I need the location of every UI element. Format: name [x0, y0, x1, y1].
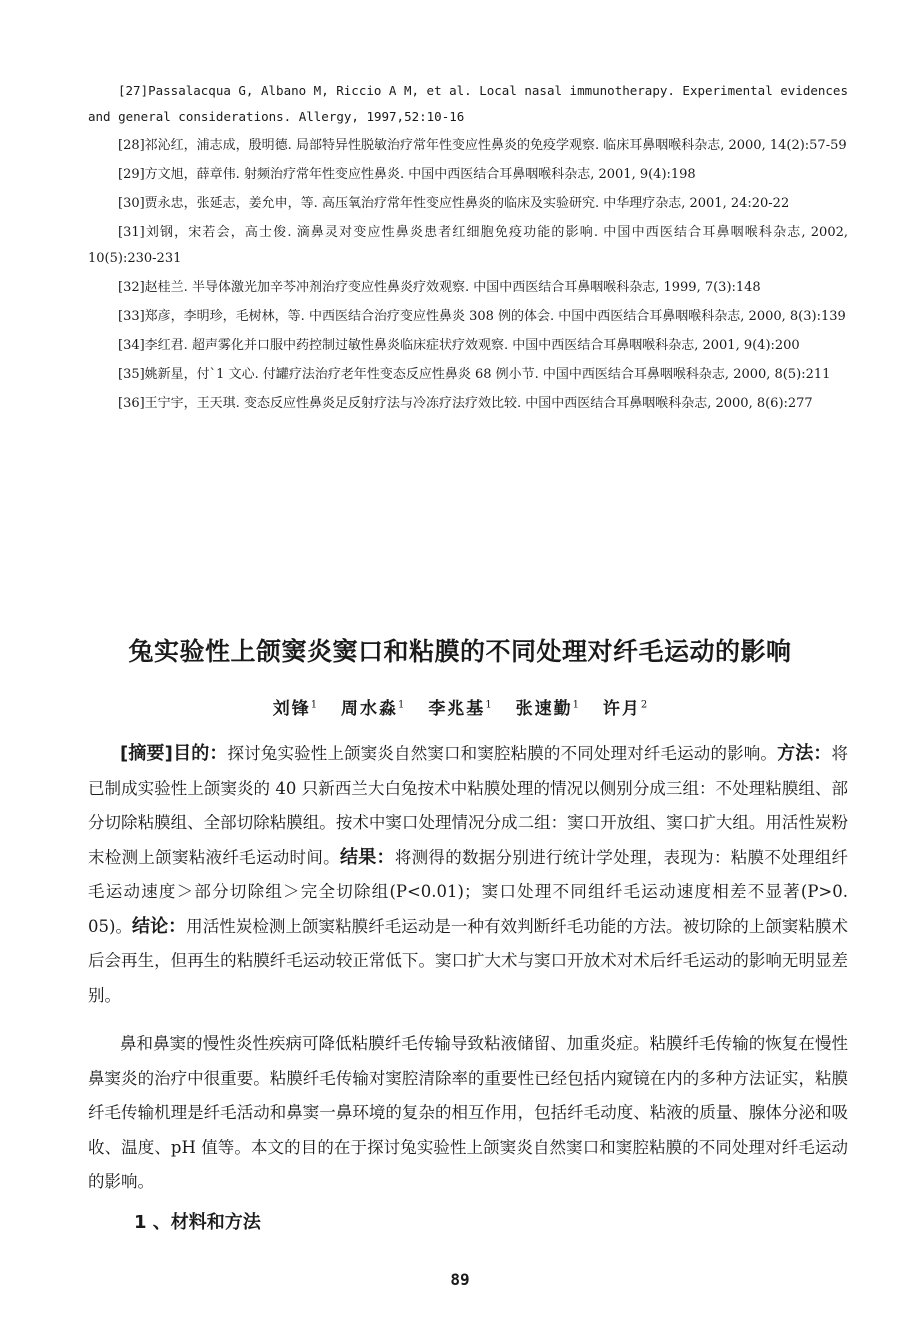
objective-text: 探讨兔实验性上颌窦炎自然窦口和窦腔粘膜的不同处理对纤毛运动的影响。 — [227, 744, 778, 763]
reference-item: [30]贾永忠，张延志，姜允申，等. 高压氧治疗常年性变应性鼻炎的临床及实验研究. 中华理疗杂志, 2001, 24:20-22 — [118, 196, 790, 211]
article-title: 兔实验性上颌窦炎窦口和粘膜的不同处理对纤毛运动的影响 — [128, 637, 792, 666]
reference-item: [31]刘钢，宋若会，高士俊. 滴鼻灵对变应性鼻炎患者红细胞免疫功能的影响. 中国中西医结合耳鼻咽喉科杂志, 2002, 10(5):230-231 — [88, 225, 848, 266]
method-text: 将已制成实验性上颌窦炎的 40 只新西兰大白兔按术中粘膜处理的情况以侧别分成三组：不处理粘膜组、部分切除粘膜组、全部切除粘膜组。按术中窦口处理情况分成二组：窦口开放组、窦口扩大组。用活性炭粉末检测上颌窦粘液纤毛运动时间。 — [88, 744, 849, 867]
reference-item: [28]祁沁红，浦志成，殷明德. 局部特异性脱敏治疗常年性变应性鼻炎的免疫学观察. 临床耳鼻咽喉科杂志, 2000, 14(2):57-59 — [118, 138, 847, 153]
reference-item: [34]李红君. 超声雾化并口服中药控制过敏性鼻炎临床症状疗效观察. 中国中西医结合耳鼻咽喉科杂志, 2001, 9(4):200 — [118, 338, 800, 353]
method-label: 方法： — [777, 743, 832, 764]
reference-list — [88, 78, 848, 420]
reference-item: [29]方文旭，薛章伟. 射频治疗常年性变应性鼻炎. 中国中西医结合耳鼻咽喉科杂志, 2001, 9(4):198 — [118, 167, 696, 182]
conclusion-label: 结论： — [132, 915, 187, 937]
reference-item: [27]Passalacqua G, Albano M, Riccio A M, et al. Local nasal immunotherapy. Experimental evidences and general considerations. Allergy, 1997,52:10-16 — [88, 83, 848, 124]
author: 刘锋$^1$ — [272, 699, 318, 719]
author: 张速勤$^1$ — [515, 699, 579, 719]
author: 许月$^2$ — [602, 699, 648, 719]
results-text: 将测得的数据分别进行统计学处理，表现为：粘膜不处理组纤毛运动速度＞部分切除组＞完全切除组(P<0.01)；窦口处理不同组纤毛运动速度相差不显著(P>0. 05)。 — [88, 847, 849, 936]
results-label: 结果： — [339, 846, 395, 868]
abstract-paragraph — [88, 737, 848, 1013]
section-heading: 1 、材料和方法 — [134, 1212, 261, 1233]
page-number: 89 — [450, 1270, 470, 1289]
conclusion-text: 用活性炭检测上颌窦粘膜纤毛运动是一种有效判断纤毛功能的方法。被切除的上颌窦粘膜术后会再生，但再生的粘膜纤毛运动较正常低下。窦口扩大术与窦口开放术对术后纤毛运动的影响无明显差别。 — [88, 916, 848, 1005]
abstract-label: [摘要] — [120, 743, 173, 764]
reference-item: [32]赵桂兰. 半导体激光加辛芩冲剂治疗变应性鼻炎疗效观察. 中国中西医结合耳鼻咽喉科杂志, 1999, 7(3):148 — [118, 280, 761, 295]
objective-label: 目的： — [172, 743, 228, 764]
reference-item: [35]姚新星，付`1 文心. 付罐疗法治疗老年性变态反应性鼻炎 68 例小节. 中国中西医结合耳鼻咽喉科杂志, 2000, 8(5):211 — [118, 367, 831, 382]
author-line — [40, 694, 880, 719]
author: 周水淼$^1$ — [341, 699, 405, 719]
author: 李兆基$^1$ — [428, 699, 492, 719]
intro-paragraph: 鼻和鼻窦的慢性炎性疾病可降低粘膜纤毛传输导致粘液储留、加重炎症。粘膜纤毛传输的恢复在慢性鼻窦炎的治疗中很重要。粘膜纤毛传输对窦腔清除率的重要性已经包括内窥镜在内的多种方法证实，粘膜纤毛传输机理是纤毛活动和鼻窦一鼻环境的复杂的相互作用，包括纤毛动度、粘液的质量、腺体分泌和吸收、温度、pH 值等。本文的目的在于探讨兔实验性上颌窦炎自然窦口和窦腔粘膜的不同处理对纤毛运动的影响。 — [88, 1034, 848, 1191]
reference-item: [33]郑彦，李明珍，毛树林，等. 中西医结合治疗变应性鼻炎 308 例的体会. 中国中西医结合耳鼻咽喉科杂志, 2000, 8(3):139 — [118, 309, 846, 324]
reference-item: [36]王宁宇，王天琪. 变态反应性鼻炎足反射疗法与冷冻疗法疗效比较. 中国中西医结合耳鼻咽喉科杂志, 2000, 8(6):277 — [118, 396, 813, 411]
